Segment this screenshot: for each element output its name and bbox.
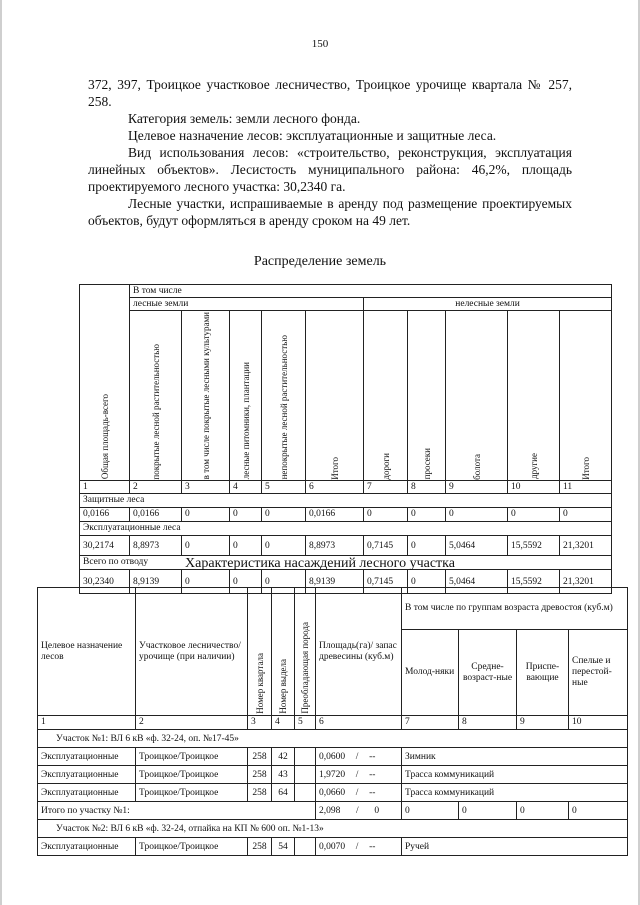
cell: 0 (408, 570, 446, 594)
col-number: 4 (230, 481, 262, 494)
cell: 43 (272, 766, 295, 784)
cell: 8,9139 (306, 570, 364, 594)
header-col: Итого (306, 311, 364, 481)
col-number: 1 (80, 481, 130, 494)
cell: 8,8973 (130, 536, 182, 556)
col-number: 10 (569, 716, 628, 730)
header-middle-aged: Средне-возраст-ные (459, 630, 517, 716)
header-mature: Спелые и перестой-ные (569, 630, 628, 716)
cell: 30,2174 (80, 536, 130, 556)
col-number: 2 (136, 716, 248, 730)
header-col: другие (508, 311, 560, 481)
table-row (38, 784, 628, 802)
col-number: 8 (459, 716, 517, 730)
paragraph: 372, 397, Троицкое участковое лесничество, Троицкое урочище квартала № 257, 258. (88, 77, 572, 109)
section-label: Участок №2: ВЛ 6 кВ «ф. 32-24, отпайка на КП № 600 оп. №1-13» (38, 820, 628, 838)
cell: 0 (182, 508, 230, 522)
cell: Эксплуатационные (38, 838, 136, 856)
land-distribution-table (79, 284, 612, 594)
col-number: 3 (248, 716, 272, 730)
cell: 0 (364, 508, 408, 522)
table-row (80, 508, 612, 522)
cell: 0 (262, 536, 306, 556)
cell: 0,0660 / -- (316, 784, 402, 802)
cell: 0 (459, 802, 517, 820)
col-number: 5 (262, 481, 306, 494)
cell (295, 784, 316, 802)
cell (295, 766, 316, 784)
body-text (88, 76, 572, 229)
cell: 15,5592 (508, 570, 560, 594)
col-number: 4 (272, 716, 295, 730)
cell: 258 (248, 748, 272, 766)
cell: 30,2340 (80, 570, 130, 594)
col-number: 7 (402, 716, 459, 730)
col-number: 1 (38, 716, 136, 730)
cell: 0,7145 (364, 570, 408, 594)
header-col: болота (446, 311, 508, 481)
cell: Трасса коммуникаций (402, 784, 628, 802)
cell: 0,7145 (364, 536, 408, 556)
cell: 21,3201 (560, 570, 612, 594)
cell: 0 (560, 508, 612, 522)
stand-characteristics-table (37, 587, 628, 856)
cell: Эксплуатационные (38, 784, 136, 802)
cell: Троицкое/Троицкое (136, 784, 248, 802)
col-number: 10 (508, 481, 560, 494)
header-total-area: Общая площадь-всего (80, 285, 130, 481)
header-section: Номер выдела (272, 588, 295, 716)
cell: 258 (248, 784, 272, 802)
cell: 42 (272, 748, 295, 766)
cell: 0 (402, 802, 459, 820)
table-row (38, 766, 628, 784)
cell: Троицкое/Троицкое (136, 766, 248, 784)
page-number: 150 (311, 38, 329, 50)
cell: 0 (517, 802, 569, 820)
col-number: 3 (182, 481, 230, 494)
cell: 0 (569, 802, 628, 820)
col-number: 9 (517, 716, 569, 730)
header-young: Молод-няки (402, 630, 459, 716)
cell: 21,3201 (560, 536, 612, 556)
header-ripening: Приспе-вающие (517, 630, 569, 716)
cell: 15,5592 (508, 536, 560, 556)
stand-characteristics-title: Характеристика насаждений лесного участка (185, 556, 455, 571)
cell: 0,0166 (130, 508, 182, 522)
col-number: 5 (295, 716, 316, 730)
cell: 0 (508, 508, 560, 522)
cell: 0 (408, 508, 446, 522)
paragraph: Категория земель: земли лесного фонда. (128, 111, 361, 126)
cell: 1,9720 / -- (316, 766, 402, 784)
paragraph: Лесные участки, испрашиваемые в аренду под размещение проектируемых объектов, будут оформляться в аренду сроком на 49 лет. (88, 196, 572, 228)
col-number: 9 (446, 481, 508, 494)
header-including: В том числе (130, 285, 612, 298)
cell (295, 838, 316, 856)
cell: 5,0464 (446, 570, 508, 594)
header-col: Итого (560, 311, 612, 481)
cell: Эксплуатационные (38, 766, 136, 784)
cell: 5,0464 (446, 536, 508, 556)
col-number: 6 (306, 481, 364, 494)
cell: Троицкое/Троицкое (136, 748, 248, 766)
cell: Эксплуатационные (38, 748, 136, 766)
land-distribution-title: Распределение земель (253, 254, 387, 269)
cell: 8,8973 (306, 536, 364, 556)
header-col: дороги (364, 311, 408, 481)
col-number: 2 (130, 481, 182, 494)
cell: Трасса коммуникаций (402, 766, 628, 784)
col-number: 11 (560, 481, 612, 494)
cell: 0,0166 (80, 508, 130, 522)
cell: 0 (446, 508, 508, 522)
cell: 0 (182, 536, 230, 556)
cell: 8,9139 (130, 570, 182, 594)
cell: 0 (230, 508, 262, 522)
cell: 64 (272, 784, 295, 802)
cell: Зимник (402, 748, 628, 766)
cell: 0,0600 / -- (316, 748, 402, 766)
header-species: Преобладающая порода (295, 588, 316, 716)
cell: 0 (262, 570, 306, 594)
cell: 54 (272, 838, 295, 856)
group-label: Эксплуатационные леса (80, 522, 612, 536)
column-numbers-row (38, 716, 628, 730)
column-numbers-row (80, 481, 612, 494)
cell: 2,098 / 0 (316, 802, 402, 820)
header-forest-lands: лесные земли (130, 298, 364, 311)
paragraph: Вид использования лесов: «строительство, реконструкция, эксплуатация линейных объектов». Лесистость муниципального района: 46,2%, площадь проектируемого лесного участка: 30,2340 га. (88, 145, 572, 194)
cell: 0 (262, 508, 306, 522)
group-label: Всего по отводу (80, 556, 612, 570)
header-district: Участковое лесничество/ урочище (при наличии) (136, 588, 248, 716)
header-quarter: Номер квартала (248, 588, 272, 716)
cell: 258 (248, 766, 272, 784)
header-nonforest-lands: нелесные земли (364, 298, 612, 311)
cell: Троицкое/Троицкое (136, 838, 248, 856)
header-area-stock: Площадь(га)/ запас древесины (куб.м) (316, 588, 402, 716)
col-number: 8 (408, 481, 446, 494)
col-number: 6 (316, 716, 402, 730)
table-row (80, 536, 612, 556)
cell: 0,0070 / -- (316, 838, 402, 856)
paragraph: Целевое назначение лесов: эксплуатационные и защитные леса. (128, 128, 497, 143)
cell: 0 (230, 536, 262, 556)
table-row (38, 838, 628, 856)
header-age-groups: В том числе по группам возраста древостоя (куб.м) (402, 588, 628, 630)
cell: 0 (230, 570, 262, 594)
group-label: Защитные леса (80, 494, 612, 508)
cell (295, 748, 316, 766)
header-col: лесные питомники, плантации (230, 311, 262, 481)
header-col: непокрытые лесной растительностью (262, 311, 306, 481)
scan-edge-left (0, 0, 2, 905)
header-purpose: Целевое назначение лесов (38, 588, 136, 716)
table-row (38, 748, 628, 766)
section-label: Участок №1: ВЛ 6 кВ «ф. 32-24, оп. №17-45» (38, 730, 628, 748)
cell: 0 (408, 536, 446, 556)
header-col: покрытые лесной растительностью (130, 311, 182, 481)
cell: Итого по участку №1: (38, 802, 316, 820)
cell: 0 (182, 570, 230, 594)
cell: Ручей (402, 838, 628, 856)
total-row (38, 802, 628, 820)
col-number: 7 (364, 481, 408, 494)
cell: 258 (248, 838, 272, 856)
header-col: в том числе покрытые лесными культурами (182, 311, 230, 481)
header-col: просеки (408, 311, 446, 481)
cell: 0,0166 (306, 508, 364, 522)
